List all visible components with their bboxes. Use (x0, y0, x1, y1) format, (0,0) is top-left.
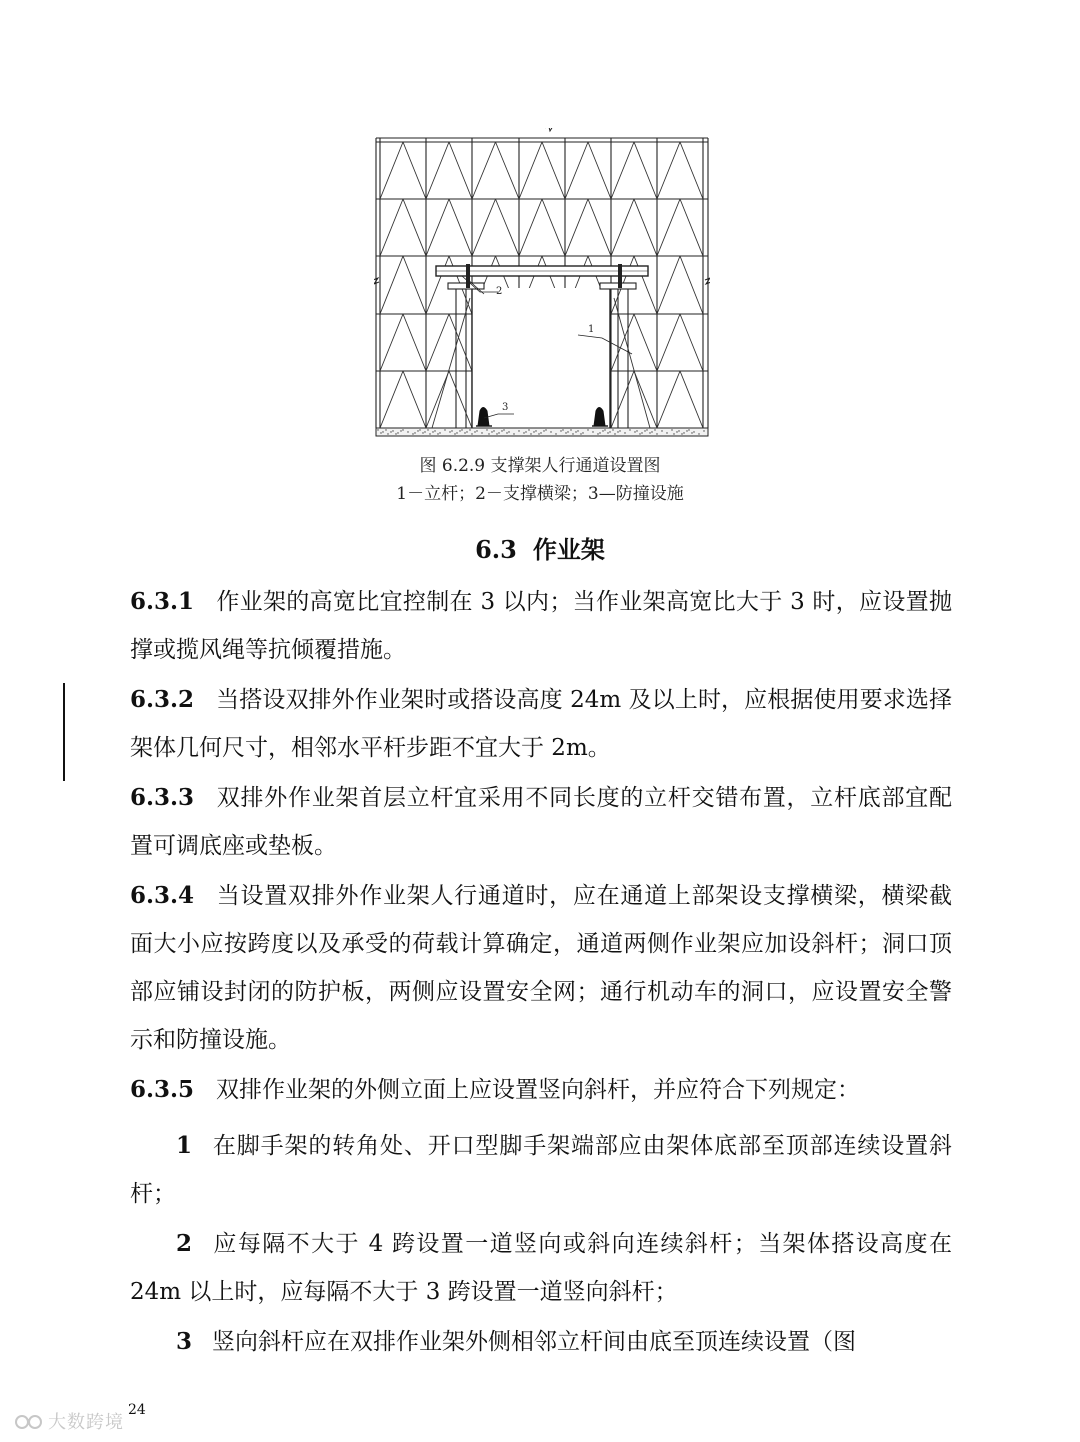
ground-dot (654, 429, 655, 430)
figure-caption: 图 6.2.9 支撑架人行通道设置图 (419, 456, 661, 476)
ground-dot (671, 429, 672, 430)
ground-dot (528, 429, 529, 430)
passage-opening (472, 288, 610, 428)
ground-dot (432, 431, 433, 432)
ground-dot (673, 433, 674, 434)
ground-dot (698, 433, 699, 434)
scaffold-passage-figure (374, 128, 710, 440)
watermark-text: 大数跨境 (48, 1412, 124, 1433)
ground-dot (407, 431, 408, 432)
diagonal-brace (657, 199, 680, 256)
diagonal-brace (519, 142, 542, 199)
ground-dot (597, 433, 598, 434)
ground-dot (496, 433, 497, 434)
section-number: 6.3 (475, 535, 517, 564)
ground-dot (417, 430, 418, 431)
diagonal-brace (449, 371, 472, 428)
diagonal-brace (588, 199, 611, 256)
ground-dot (451, 430, 452, 431)
ground-dot (493, 430, 494, 431)
clause-text: 作业架的高宽比宜控制在 3 以内；当作业架高宽比大于 3 时，应设置抛撑或揽风绳等抗倾覆措施。 (130, 589, 952, 663)
diagonal-brace (657, 371, 680, 428)
ground-dot (607, 432, 608, 433)
clause-6-3-4 (130, 872, 952, 1064)
ground-dot (523, 432, 524, 433)
ground-dot (646, 429, 647, 430)
diagonal-brace (496, 199, 520, 256)
diagonal-brace (680, 314, 703, 371)
ground-dot (599, 432, 600, 433)
callout-1: 1 (588, 324, 595, 335)
diagonal-brace (472, 142, 496, 199)
ground-dot (612, 429, 613, 430)
list-item-1 (130, 1122, 952, 1218)
clause-number: 6.3.4 (130, 882, 195, 909)
diagonal-brace (403, 142, 426, 199)
ground-dot (395, 433, 396, 434)
ground-dot (691, 432, 692, 433)
ground-dot (609, 431, 610, 432)
ground-dot (498, 432, 499, 433)
ground-dot (575, 431, 576, 432)
diagonal-brace (634, 142, 657, 199)
diagonal-brace (426, 256, 449, 314)
diagonal-brace (380, 142, 403, 199)
diagonal-brace (403, 371, 426, 428)
diagonal-brace (426, 314, 449, 371)
diagonal-brace (403, 199, 426, 256)
break-marks (374, 128, 710, 284)
diagonal-brace (426, 199, 449, 256)
ground-dot (545, 429, 546, 430)
ground-dot (582, 432, 583, 433)
item-number: 3 (176, 1328, 193, 1355)
page-number: 24 (128, 1402, 146, 1418)
clause-6-3-3 (130, 774, 952, 870)
ground-dot (634, 431, 635, 432)
clause-text: 双排外作业架首层立杆宜采用不同长度的立杆交错布置，立杆底部宜配置可调底座或垫板。 (130, 785, 952, 859)
diagonal-brace (542, 199, 565, 256)
list-item-2 (130, 1220, 952, 1316)
ground-dot (656, 433, 657, 434)
ground-dot (400, 430, 401, 431)
ground-dot (456, 432, 457, 433)
ground-dot (678, 430, 679, 431)
revision-bar (63, 683, 65, 781)
ground-dot (540, 432, 541, 433)
ground-dot (506, 432, 507, 433)
ground-dot (587, 429, 588, 430)
ground-dot (471, 433, 472, 434)
ground-dot (525, 431, 526, 432)
clause-number: 6.3.2 (130, 686, 195, 713)
diagonal-brace (588, 142, 611, 199)
ground-dot (614, 433, 615, 434)
ground-dot (619, 430, 620, 431)
diagonal-brace (565, 199, 588, 256)
ground-dot (535, 430, 536, 431)
ground-dot (602, 430, 603, 431)
ground-dot (474, 431, 475, 432)
ground-dot (683, 432, 684, 433)
ground-dot (629, 429, 630, 430)
ground-dot (533, 431, 534, 432)
support-beam (436, 264, 648, 289)
diagonal-brace (611, 199, 634, 256)
ground-dot (486, 429, 487, 430)
ground-dot (508, 431, 509, 432)
diagonal-brace (426, 371, 449, 428)
clause-6-3-1 (130, 578, 952, 674)
ground-dot (641, 432, 642, 433)
ground-dot (543, 430, 544, 431)
diagonal-brace (611, 371, 634, 428)
item-text: 应每隔不大于 4 跨设置一道竖向或斜向连续斜杆；当架体搭设高度在 24m 以上时，应每隔不大于 3 跨设置一道竖向斜杆； (130, 1231, 952, 1305)
ground-dot (572, 433, 573, 434)
clause-text: 当设置双排外作业架人行通道时，应在通道上部架设支撑横梁，横梁截面大小应按跨度以及承受的荷载计算确定，通道两侧作业架应加设斜杆；洞口顶部应铺设封闭的防护板，两侧应设置安全网；通行机动车的洞口，应设置安全警示和防撞设施。 (130, 883, 952, 1053)
diagonal-brace (634, 256, 657, 314)
diagonal-brace (611, 142, 634, 199)
ground-dot (570, 429, 571, 430)
list-item-3 (130, 1318, 952, 1366)
item-number: 2 (176, 1230, 193, 1257)
ground-dot (644, 430, 645, 431)
ground-dot (649, 432, 650, 433)
diagonal-brace (380, 199, 403, 256)
ground-dot (518, 430, 519, 431)
ground-dot (693, 431, 694, 432)
diagonal-brace (449, 314, 472, 371)
ground-dot (681, 433, 682, 434)
diagonal-brace (614, 298, 650, 428)
callout-3: 3 (502, 402, 509, 413)
ground-dot (392, 430, 393, 431)
diagonal-brace (680, 256, 703, 314)
ground-dot (639, 433, 640, 434)
ground-dot (434, 430, 435, 431)
ground-dot (555, 433, 556, 434)
diagonal-brace (634, 199, 657, 256)
ground-dot (461, 429, 462, 430)
ground-dot (414, 432, 415, 433)
clause-number: 6.3.3 (130, 784, 195, 811)
diagonal-brace (680, 142, 703, 199)
clause-number: 6.3.5 (130, 1076, 195, 1103)
ground-dot (390, 431, 391, 432)
ground-dot (501, 430, 502, 431)
ground-dot (513, 433, 514, 434)
item-text: 在脚手架的转角处、开口型脚手架端部应由架体底部至顶部连续设置斜杆； (130, 1133, 952, 1207)
diagonal-brace (611, 314, 634, 371)
ground-dot (397, 432, 398, 433)
diagonal-brace (542, 142, 565, 199)
ground-slab (376, 428, 708, 436)
diagonal-brace (449, 142, 472, 199)
clause-6-3-5 (130, 1066, 952, 1114)
ground-dot (565, 432, 566, 433)
watermark (14, 1408, 124, 1434)
clause-number: 6.3.1 (130, 588, 195, 615)
diagonal-brace (680, 199, 703, 256)
ground-dot (387, 433, 388, 434)
diagonal-brace (657, 256, 680, 314)
ground-dot (419, 429, 420, 430)
ground-dot (488, 433, 489, 434)
clause-text: 当搭设双排外作业架时或搭设高度 24m 及以上时，应根据使用要求选择架体几何尺寸，相邻水平杆步距不宜大于 2m。 (130, 687, 952, 761)
ground-dot (538, 433, 539, 434)
diagonal-brace (565, 142, 588, 199)
ground-dot (562, 429, 563, 430)
ground-dot (385, 429, 386, 430)
ground-dot (424, 431, 425, 432)
ground-dot (402, 429, 403, 430)
ground-dot (439, 432, 440, 433)
ground-dot (481, 432, 482, 433)
figure-legend: 1－立杆；2－支撑横梁；3—防撞设施 (396, 484, 684, 504)
section-title: 作业架 (532, 536, 605, 564)
diagonal-brace (403, 314, 426, 371)
ground-dot (604, 429, 605, 430)
ground-dot (676, 431, 677, 432)
ground-dot (412, 433, 413, 434)
ground-dot (437, 433, 438, 434)
diagonal-brace (496, 142, 520, 199)
ground-dot (577, 430, 578, 431)
callout-2: 2 (496, 286, 503, 297)
clause-text: 双排作业架的外侧立面上应设置竖向斜杆，并应符合下列规定： (216, 1077, 861, 1103)
ground-dot (592, 431, 593, 432)
diagonal-brace (380, 256, 403, 314)
ground-dot (469, 429, 470, 430)
ground-dot (491, 431, 492, 432)
diagonal-brace (634, 371, 657, 428)
ground-dot (703, 430, 704, 431)
diagonal-brace (380, 314, 403, 371)
ground-dot (550, 431, 551, 432)
ground-dot (380, 432, 381, 433)
diagonal-brace (426, 142, 449, 199)
ground-dot (503, 429, 504, 430)
ground-dot (688, 429, 689, 430)
ground-dot (464, 432, 465, 433)
ground-dot (580, 433, 581, 434)
ground-dot (382, 431, 383, 432)
item-text: 竖向斜杆应在双排作业架外侧相邻立杆间由底至顶连续设置（图 (212, 1329, 857, 1355)
ground-dot (454, 433, 455, 434)
ground-dot (444, 429, 445, 430)
ground-dot (466, 431, 467, 432)
ground-dot (560, 430, 561, 431)
ground-dot (377, 429, 378, 430)
clause-6-3-2 (130, 676, 952, 772)
ground-dot (530, 433, 531, 434)
diagonal-brace (472, 199, 496, 256)
ground-dot (449, 431, 450, 432)
ground-dot (636, 430, 637, 431)
ground-dot (666, 432, 667, 433)
ground-dot (476, 430, 477, 431)
ground-dot (624, 432, 625, 433)
diagonal-brace (657, 142, 680, 199)
ground-dot (422, 432, 423, 433)
ground-dot (686, 430, 687, 431)
ground-dot (651, 431, 652, 432)
diagonal-brace (403, 256, 426, 314)
section-heading (0, 530, 1080, 565)
diagonal-brace (634, 314, 657, 371)
watermark-logo-icon (14, 1412, 44, 1432)
diagonal-brace (449, 199, 472, 256)
diagonal-brace (519, 199, 542, 256)
ground-dot (567, 431, 568, 432)
diagonal-brace (657, 314, 680, 371)
item-number: 1 (176, 1132, 193, 1159)
ground-dot (617, 431, 618, 432)
ground-dot (661, 430, 662, 431)
diagonal-brace (380, 371, 403, 428)
diagonal-brace (680, 371, 703, 428)
ground-dot (459, 430, 460, 431)
ground-dot (429, 433, 430, 434)
ground-dot (427, 429, 428, 430)
